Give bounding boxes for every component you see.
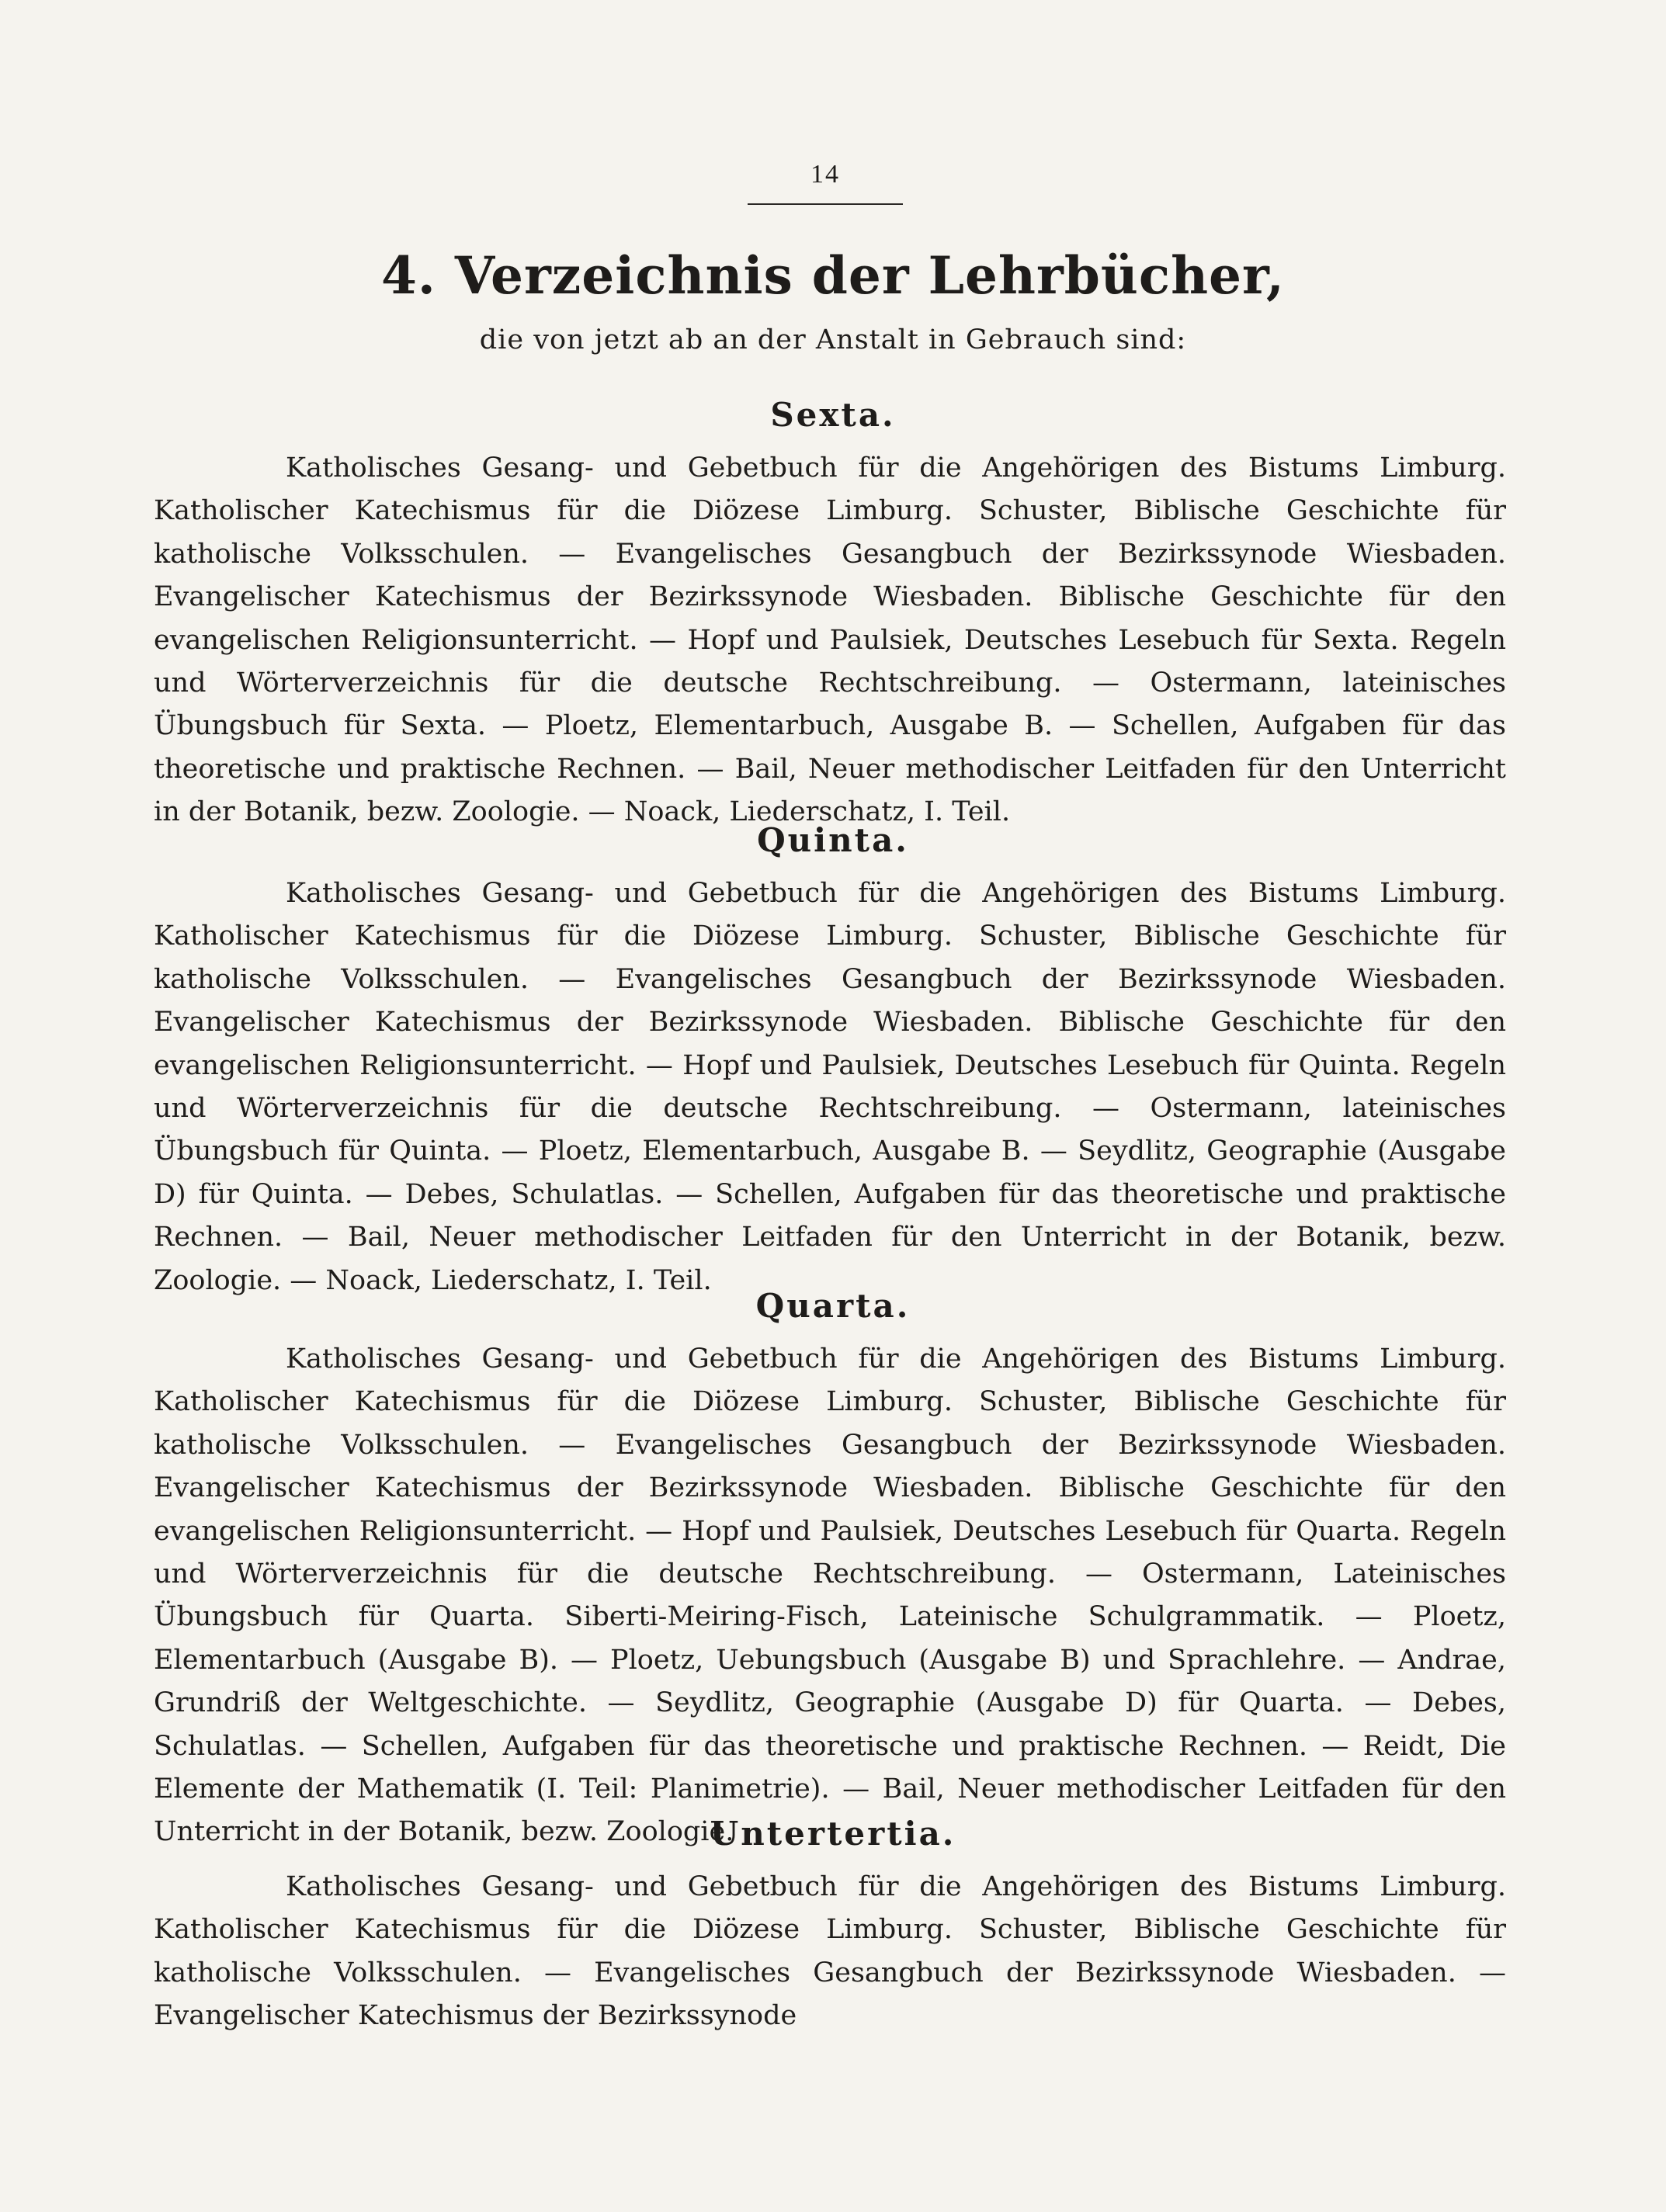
section-text-untertertia: Katholisches Gesang- und Gebetbuch für die Angehörigen des Bistums Limburg. Katholischer Katechismus für die Diözese Limburg. Schuster, Biblische Geschichte für katholische Volksschulen. — Evangelisches Gesangbuch der Bezirkssynode Wiesbaden. — Evangelischer Katechismus der Bezirkssynode — [154, 1871, 1506, 2032]
page-number: 14 — [810, 160, 840, 189]
page-title: 4. Verzeichnis der Lehrbücher, — [381, 245, 1285, 306]
section-text-quinta: Katholisches Gesang- und Gebetbuch für die Angehörigen des Bistums Limburg. Katholischer Katechismus für die Diözese Limburg. Schuster, Biblische Geschichte für katholische Volksschulen. — Evangelisches Gesangbuch der Bezirkssynode Wiesbaden. Evangelischer Katechismus der Bezirkssynode Wiesbaden. Biblische Geschichte für den evangelischen Religionsunterricht. — Hopf und Paulsiek, Deutsches Lesebuch für Quinta. Regeln und Wörterverzeichnis für die deutsche Rechtschreibung. — Ostermann, lateinisches Übungsbuch für Quinta. — Ploetz, Elementarbuch, Ausgabe B. — Seydlitz, Geographie (Ausgabe D) für Quinta. — Debes, Schulatlas. — Schellen, Aufgaben für das theoretische und praktische Rechnen. — Bail, Neuer methodischer Leitfaden für den Unterricht in der Botanik, bezw. Zoologie. — Noack, Liederschatz, I. Teil. — [154, 878, 1506, 1296]
section-heading-quarta: Quarta. — [755, 1287, 911, 1325]
section-text-sexta: Katholisches Gesang- und Gebetbuch für die Angehörigen des Bistums Limburg. Katholischer Katechismus für die Diözese Limburg. Schuster, Biblische Geschichte für katholische Volksschulen. — Evangelisches Gesangbuch der Bezirkssynode Wiesbaden. Evangelischer Katechismus der Bezirkssynode Wiesbaden. Biblische Geschichte für den evangelischen Religionsunterricht. — Hopf und Paulsiek, Deutsches Lesebuch für Sexta. Regeln und Wörterverzeichnis für die deutsche Rechtschreibung. — Ostermann, lateinisches Übungsbuch für Sexta. — Ploetz, Elementarbuch, Ausgabe B. — Schellen, Aufgaben für das theoretische und praktische Rechnen. — Bail, Neuer methodischer Leitfaden für den Unterricht in der Botanik, bezw. Zoologie. — Noack, Liederschatz, I. Teil. — [154, 452, 1506, 828]
section-text-quarta: Katholisches Gesang- und Gebetbuch für die Angehörigen des Bistums Limburg. Katholischer Katechismus für die Diözese Limburg. Schuster, Biblische Geschichte für katholische Volksschulen. — Evangelisches Gesangbuch der Bezirkssynode Wiesbaden. Evangelischer Katechismus der Bezirkssynode Wiesbaden. Biblische Geschichte für den evangelischen Religionsunterricht. — Hopf und Paulsiek, Deutsches Lesebuch für Quarta. Regeln und Wörterverzeichnis für die deutsche Rechtschreibung. — Ostermann, Lateinisches Übungsbuch für Quarta. Siberti-Meiring-Fisch, Lateinische Schulgrammatik. — Ploetz, Elementarbuch (Ausgabe B). — Ploetz, Uebungsbuch (Ausgabe B) und Sprachlehre. — Andrae, Grundriß der Weltgeschichte. — Seydlitz, Geographie (Ausgabe D) für Quarta. — Debes, Schulatlas. — Schellen, Aufgaben für das theoretische und praktische Rechnen. — Reidt, Die Elemente der Mathematik (I. Teil: Planimetrie). — Bail, Neuer methodischer Leitfaden für den Unterricht in der Botanik, bezw. Zoologie. — [154, 1343, 1506, 1848]
page-number-rule — [748, 203, 903, 205]
section-heading-sexta: Sexta. — [770, 396, 896, 434]
section-heading-untertertia: Untertertia. — [710, 1815, 956, 1853]
page-subtitle: die von jetzt ab an der Anstalt in Gebrauch sind: — [479, 324, 1187, 355]
section-heading-quinta: Quinta. — [757, 821, 909, 859]
